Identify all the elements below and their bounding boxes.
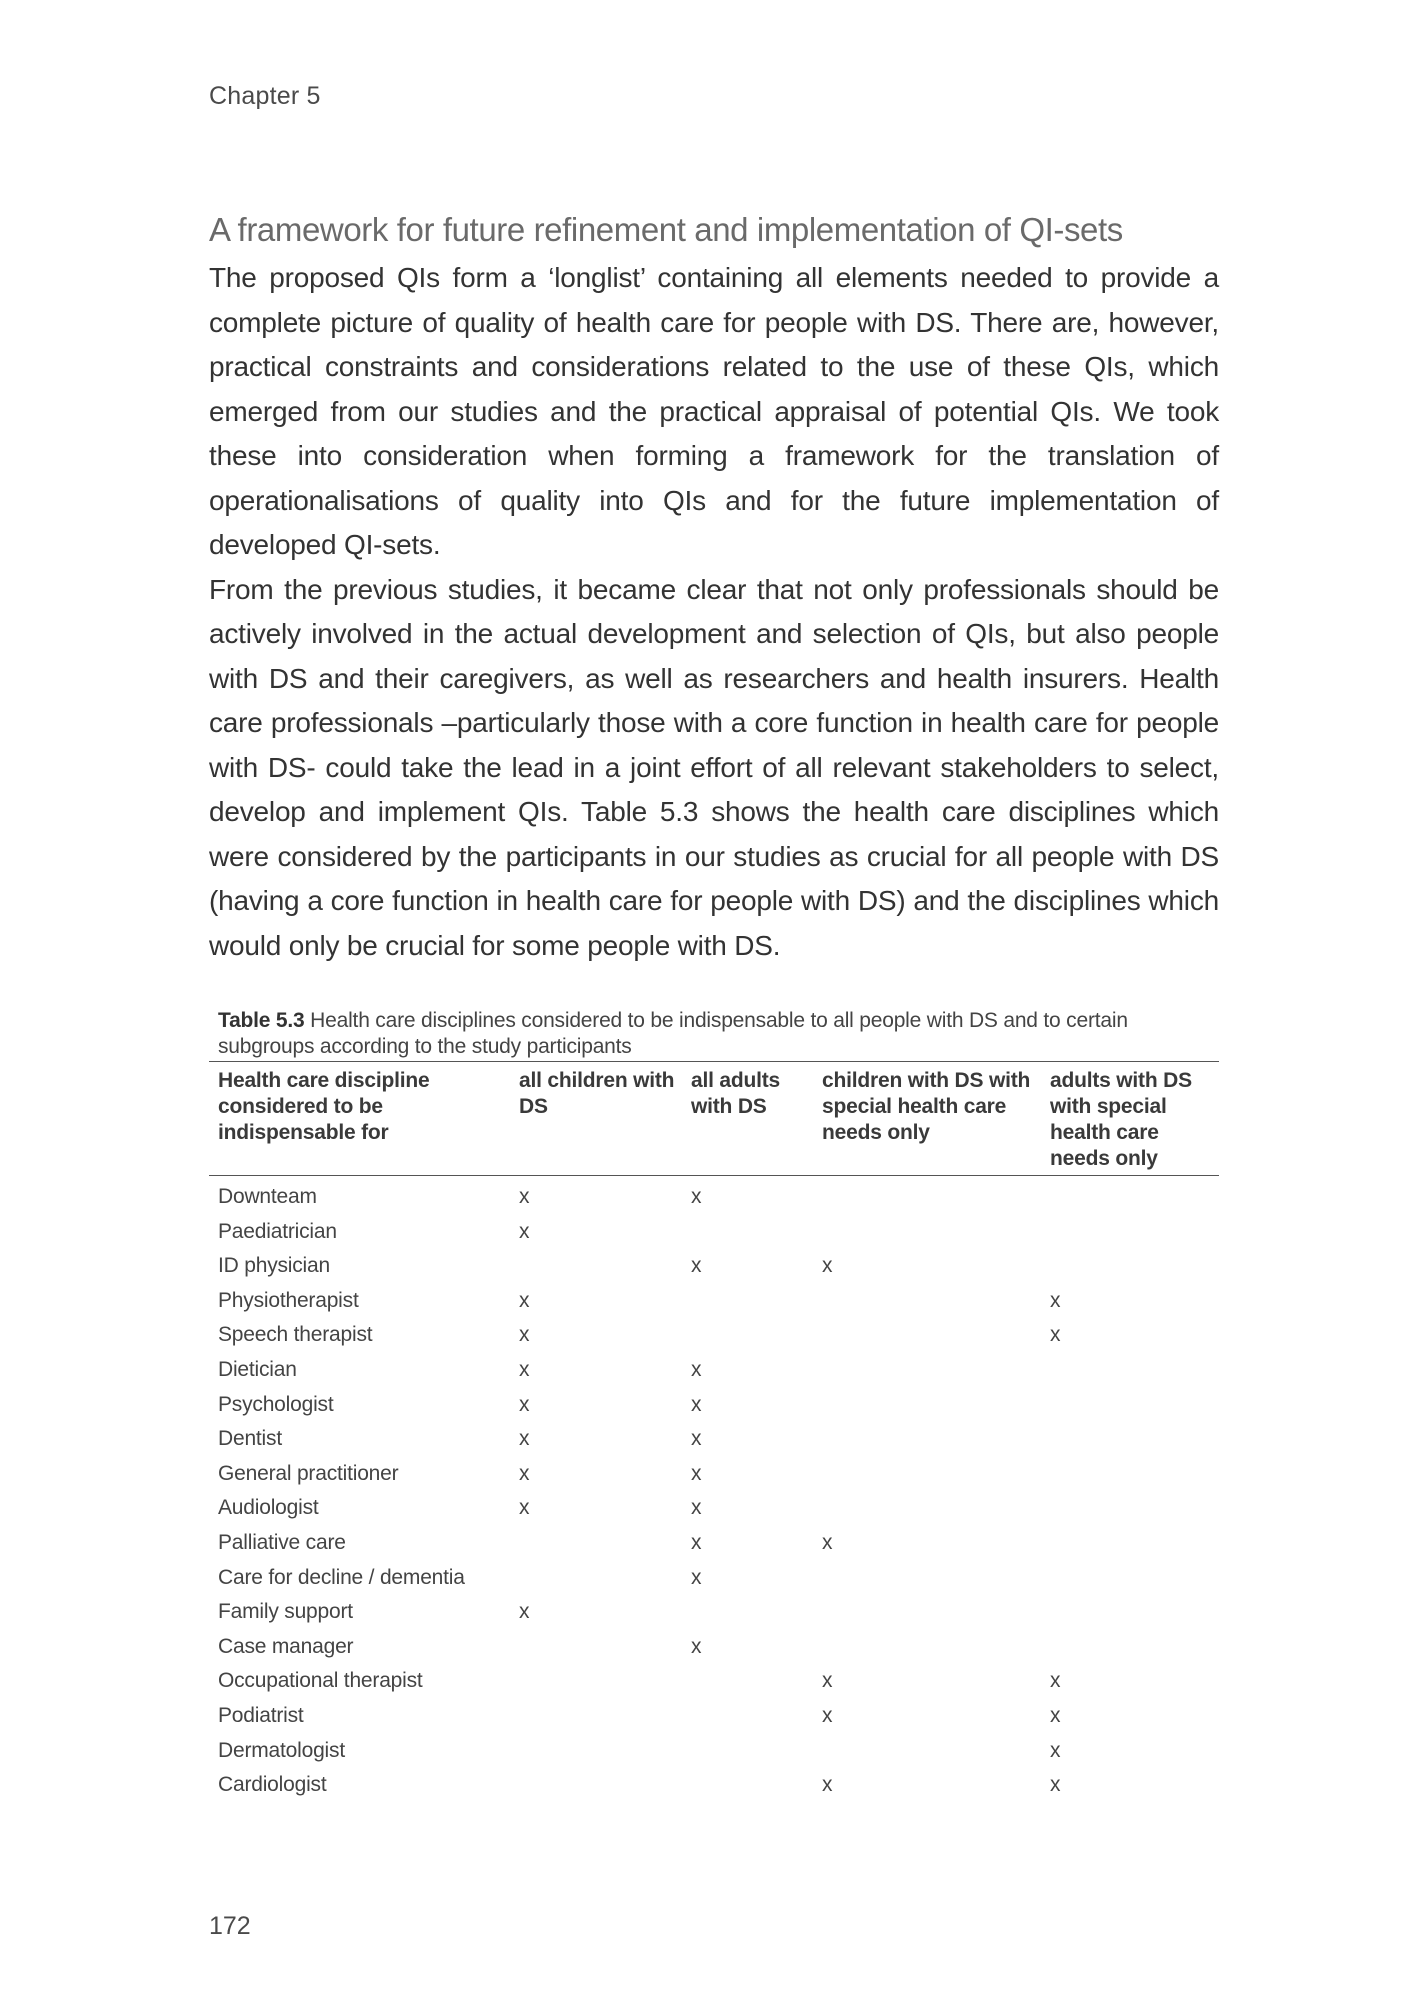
section-title: A framework for future refinement and implementation of QI-sets <box>209 211 1123 248</box>
mark-cell: x <box>519 1219 530 1243</box>
table-row <box>209 1353 1219 1388</box>
table-row <box>209 1176 1219 1215</box>
mark-cell <box>813 1353 1041 1388</box>
table-row <box>209 1768 1219 1803</box>
discipline-cell: Care for decline / dementia <box>218 1565 465 1589</box>
table-row <box>209 1491 1219 1526</box>
mark-cell: x <box>1050 1323 1061 1347</box>
discipline-cell: Cardiologist <box>218 1773 327 1797</box>
mark-cell <box>1041 1630 1219 1665</box>
table-caption-text: Health care disciplines considered to be indispensable to all people with DS and to certain subgroups according to the study participants <box>218 1009 1128 1058</box>
discipline-cell: Paediatrician <box>218 1219 337 1243</box>
mark-cell <box>813 1318 1041 1353</box>
table-row <box>209 1664 1219 1699</box>
mark-cell <box>1041 1388 1219 1423</box>
discipline-cell: Downteam <box>218 1185 317 1208</box>
table-row <box>209 1284 1219 1319</box>
mark-cell <box>1041 1457 1219 1492</box>
table-row <box>209 1699 1219 1734</box>
mark-cell: x <box>519 1496 530 1520</box>
mark-cell <box>682 1284 813 1319</box>
discipline-cell: Speech therapist <box>218 1323 373 1347</box>
table-header-cell: all adults with DS <box>691 1069 781 1118</box>
mark-cell: x <box>691 1530 702 1554</box>
mark-cell <box>510 1664 682 1699</box>
mark-cell <box>682 1768 813 1803</box>
main-content <box>209 208 1219 968</box>
mark-cell: x <box>519 1323 530 1347</box>
mark-cell <box>510 1768 682 1803</box>
table-row <box>209 1249 1219 1284</box>
table-row <box>209 1595 1219 1630</box>
discipline-cell: Audiologist <box>218 1496 319 1520</box>
table-header-cell: adults with DS with special health care needs only <box>1050 1069 1192 1170</box>
mark-cell <box>1041 1422 1219 1457</box>
mark-cell <box>1041 1215 1219 1250</box>
mark-cell: x <box>691 1392 702 1416</box>
mark-cell: x <box>1050 1288 1061 1312</box>
mark-cell: x <box>822 1254 833 1278</box>
mark-cell: x <box>1050 1773 1061 1797</box>
mark-cell <box>813 1215 1041 1250</box>
discipline-cell: Physiotherapist <box>218 1288 359 1312</box>
mark-cell <box>510 1561 682 1596</box>
table-header-cell: Health care discipline considered to be indispensable for <box>218 1069 430 1144</box>
table-row <box>209 1215 1219 1250</box>
mark-cell: x <box>691 1634 702 1658</box>
mark-cell <box>682 1734 813 1769</box>
mark-cell <box>510 1699 682 1734</box>
mark-cell <box>682 1699 813 1734</box>
running-head: Chapter 5 <box>209 82 321 110</box>
mark-cell <box>813 1561 1041 1596</box>
mark-cell: x <box>1050 1738 1061 1762</box>
mark-cell <box>813 1491 1041 1526</box>
table-row <box>209 1388 1219 1423</box>
mark-cell: x <box>822 1703 833 1727</box>
mark-cell: x <box>519 1427 530 1451</box>
mark-cell: x <box>519 1461 530 1485</box>
mark-cell <box>510 1249 682 1284</box>
discipline-cell: Dietician <box>218 1357 297 1381</box>
table-row <box>209 1561 1219 1596</box>
mark-cell: x <box>822 1773 833 1797</box>
disciplines-table <box>209 1061 1219 1803</box>
table-caption-label: Table 5.3 <box>218 1009 305 1032</box>
discipline-cell: ID physician <box>218 1254 330 1278</box>
mark-cell: x <box>691 1357 702 1381</box>
mark-cell: x <box>1050 1703 1061 1727</box>
body-paragraph: From the previous studies, it became clear that not only professionals should be actively involved in the actual development and selection of QIs, but also people with DS and their caregivers, as well as researchers and health insurers. Health care professionals –particularly those with a core function in health care for people with DS- could take the lead in a joint effort of all relevant stakeholders to select, develop and implement QIs. Table 5.3 shows the health care disciplines which were considered by the participants in our studies as crucial for all people with DS (having a core function in health care for people with DS) and the disciplines which would only be crucial for some people with DS. <box>209 573 1219 961</box>
mark-cell <box>1041 1561 1219 1596</box>
mark-cell <box>813 1176 1041 1215</box>
mark-cell <box>813 1388 1041 1423</box>
mark-cell: x <box>519 1185 530 1208</box>
mark-cell: x <box>519 1357 530 1381</box>
table-caption <box>218 1008 1219 1059</box>
table-header-row <box>209 1062 1219 1176</box>
mark-cell <box>510 1630 682 1665</box>
mark-cell <box>1041 1176 1219 1215</box>
table-row <box>209 1630 1219 1665</box>
mark-cell: x <box>691 1427 702 1451</box>
discipline-cell: Psychologist <box>218 1392 334 1416</box>
mark-cell <box>510 1734 682 1769</box>
mark-cell: x <box>519 1392 530 1416</box>
mark-cell: x <box>519 1288 530 1312</box>
mark-cell <box>813 1595 1041 1630</box>
discipline-cell: Occupational therapist <box>218 1669 423 1693</box>
mark-cell: x <box>822 1669 833 1693</box>
body-paragraph: The proposed QIs form a ‘longlist’ containing all elements needed to provide a complete picture of quality of health care for people with DS. There are, however, practical constraints and considerations related to the use of these QIs, which emerged from our studies and the practical appraisal of potential QIs. We took these into consideration when forming a framework for the translation of operationalisations of quality into QIs and for the future implementation of developed QI-sets. <box>209 262 1219 560</box>
mark-cell <box>813 1734 1041 1769</box>
mark-cell <box>682 1595 813 1630</box>
mark-cell: x <box>691 1565 702 1589</box>
mark-cell <box>813 1422 1041 1457</box>
mark-cell: x <box>822 1530 833 1554</box>
mark-cell <box>682 1664 813 1699</box>
mark-cell <box>510 1526 682 1561</box>
discipline-cell: Dentist <box>218 1427 282 1451</box>
table-row <box>209 1457 1219 1492</box>
mark-cell: x <box>691 1254 702 1278</box>
mark-cell <box>1041 1526 1219 1561</box>
mark-cell <box>682 1318 813 1353</box>
mark-cell: x <box>691 1461 702 1485</box>
table-row <box>209 1526 1219 1561</box>
mark-cell <box>682 1215 813 1250</box>
mark-cell <box>1041 1353 1219 1388</box>
table-row <box>209 1422 1219 1457</box>
discipline-cell: Case manager <box>218 1634 354 1658</box>
mark-cell <box>813 1457 1041 1492</box>
mark-cell: x <box>691 1496 702 1520</box>
mark-cell: x <box>1050 1669 1061 1693</box>
mark-cell <box>813 1630 1041 1665</box>
table-block <box>209 1008 1219 1803</box>
mark-cell: x <box>519 1600 530 1624</box>
table-header-cell: all children with DS <box>519 1069 675 1118</box>
table-body <box>209 1176 1219 1803</box>
discipline-cell: General practitioner <box>218 1461 399 1485</box>
mark-cell <box>1041 1249 1219 1284</box>
discipline-cell: Podiatrist <box>218 1703 304 1727</box>
discipline-cell: Palliative care <box>218 1530 346 1554</box>
discipline-cell: Family support <box>218 1600 353 1624</box>
mark-cell <box>1041 1595 1219 1630</box>
discipline-cell: Dermatologist <box>218 1738 345 1762</box>
table-row <box>209 1318 1219 1353</box>
mark-cell <box>1041 1491 1219 1526</box>
mark-cell: x <box>691 1185 702 1208</box>
mark-cell <box>813 1284 1041 1319</box>
table-row <box>209 1734 1219 1769</box>
table-header-cell: children with DS with special health care needs only <box>822 1069 1031 1144</box>
page-number: 172 <box>209 1912 251 1940</box>
